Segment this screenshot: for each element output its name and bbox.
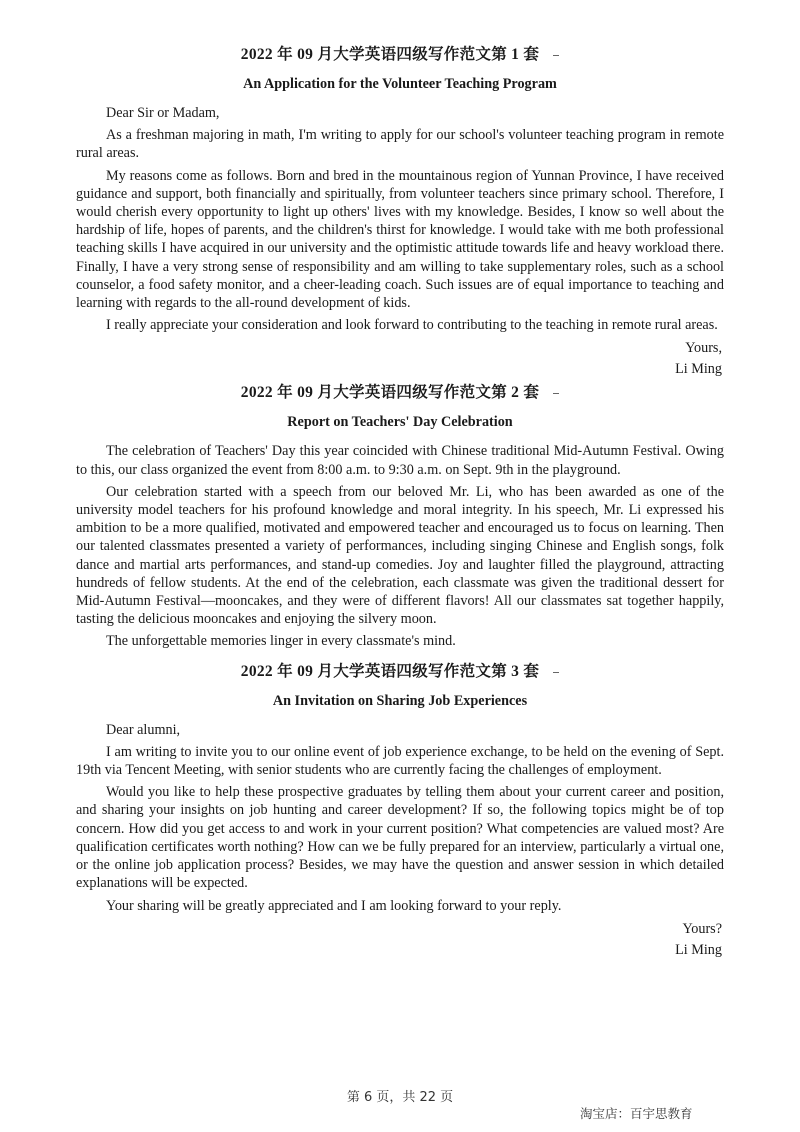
paragraph: Would you like to help these prospective graduates by telling them about your current career and position, and sharing your insights on job hunting and career development? If so, the following topics might be of top concern. How did you get access to and work in your current position? What competencies are valued most? Are qualification certificates worth nothing? How can we be fully prepared for an interview, particularly a virtual one, or the online job application process? Besides, we may have the question and answer session in which detailed explanations will be expected.	[76, 784, 724, 892]
document-page	[76, 44, 724, 961]
shop-watermark: 淘宝店：百宇思教育	[580, 1106, 693, 1121]
essay-section-1	[76, 44, 724, 380]
section-heading: 2022 年 09 月大学英语四级写作范文第 2 套	[240, 384, 540, 402]
margin-mark	[553, 672, 559, 673]
essay-title: Report on Teachers' Day Celebration	[287, 414, 513, 431]
signature: Li Ming	[675, 941, 722, 958]
margin-mark	[553, 393, 559, 394]
essay-section-3	[76, 661, 724, 961]
paragraph: I am writing to invite you to our online event of job experience exchange, to be held on the evening of Sept. 19th via Tencent Meeting, with senior students who are currently facing the challenges of employment.	[76, 743, 724, 779]
essay-section-2	[76, 382, 724, 650]
salutation: Dear alumni,	[106, 721, 181, 738]
paragraph: I really appreciate your consideration and look forward to contributing to the teaching in remote rural areas.	[106, 317, 718, 334]
essay-title: An Invitation on Sharing Job Experiences	[272, 692, 528, 709]
section-heading: 2022 年 09 月大学英语四级写作范文第 1 套	[240, 46, 540, 63]
salutation: Dear Sir or Madam,	[106, 105, 220, 121]
paragraph: As a freshman majoring in math, I'm writing to apply for our school's volunteer teaching program in remote rural areas.	[76, 127, 724, 162]
section-heading: 2022 年 09 月大学英语四级写作范文第 3 套	[240, 662, 540, 680]
paragraph: Our celebration started with a speech from our beloved Mr. Li, who has been awarded as one of the university model teachers for his profound knowledge and moral integrity. In his speech, Mr. Li expressed his ambition to be a more qualified, motivated and empowered teacher and encouraged us to focus on learning. Then our talented classmates presented a variety of performances, including singing Chinese and English songs, folk dance and martial arts performances, and stand-up comedies. Joy and laughter filled the playground, attracting hundreds of fellow students. At the end of the celebration, each classmate was given the traditional dessert for Mid-Autumn Festival—mooncakes, and they were of different flavors! All our classmates sat together happily, tasting the delicious mooncakes and enjoying the silvery moon.	[76, 483, 724, 628]
closing: Yours?	[682, 920, 722, 937]
paragraph: My reasons come as follows. Born and bred in the mountainous region of Yunnan Province, I have received guidance and support, both financially and spiritually, from volunteer teachers since primary school. Therefore, I would cherish every opportunity to light up others' lives with my knowledge. Besides, I know so well about the hardship of life, hopes of parents, and the children's thirst for knowledge. I would take with me both professional teaching skills I have acquired in our university and the optimistic attitude towards life and heavy workload there. Finally, I have a very strong sense of responsibility and am willing to take supplementary roles, such as a school counselor, a food safety monitor, and a cheer-leading coach. Such issues are of equal importance to teaching and learning with regards to the all-round development of kids.	[76, 167, 724, 312]
margin-mark	[553, 55, 559, 56]
page-number: 第 6 页，共 22 页	[346, 1090, 454, 1105]
essay-title: An Application for the Volunteer Teaching Program	[243, 76, 557, 92]
paragraph: The celebration of Teachers' Day this year coincided with Chinese traditional Mid-Autumn Festival. Owing to this, our class organized the event from 8:00 a.m. to 9:30 a.m. on Sept. 9th in the playground.	[76, 443, 724, 478]
paragraph: The unforgettable memories linger in every classmate's mind.	[106, 633, 456, 650]
closing: Yours,	[685, 340, 722, 357]
signature: Li Ming	[675, 361, 722, 378]
paragraph: Your sharing will be greatly appreciated and I am looking forward to your reply.	[106, 897, 562, 914]
